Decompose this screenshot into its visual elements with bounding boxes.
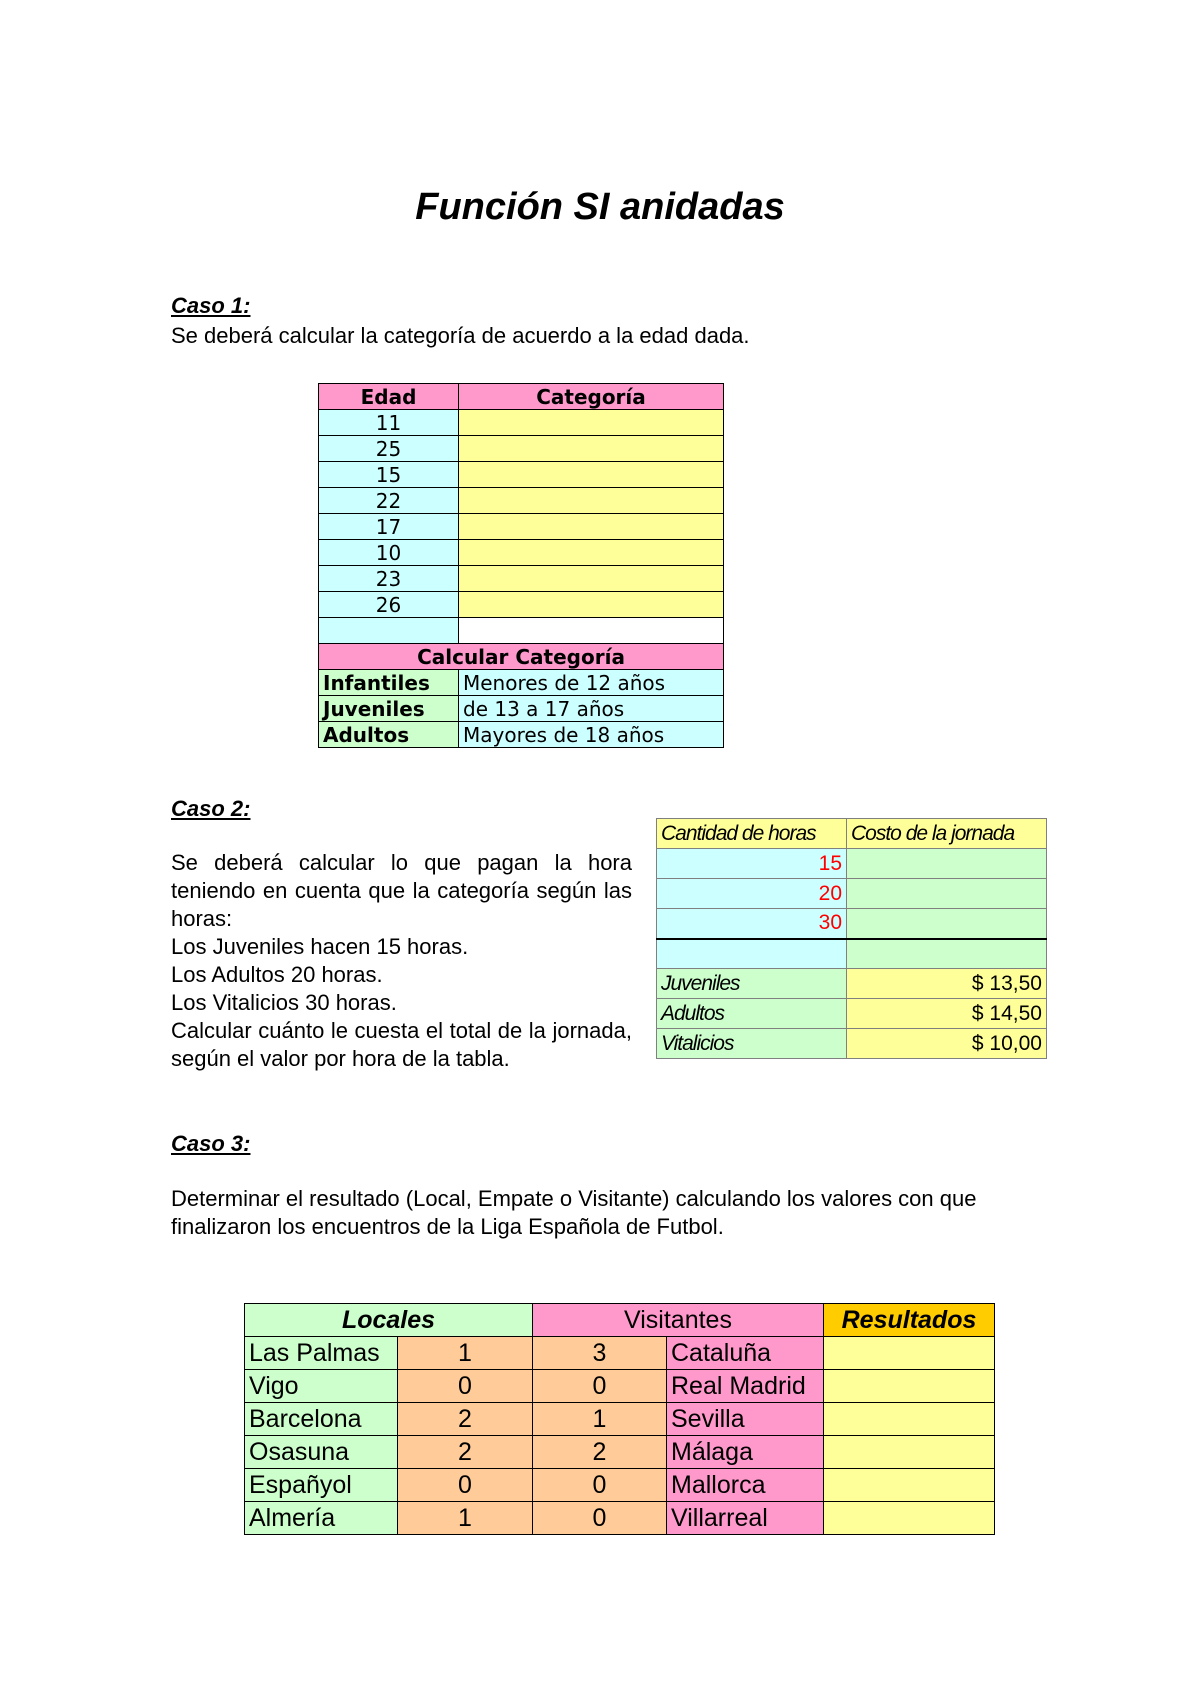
caso3-text: Determinar el resultado (Local, Empate o Visitante) calculando los valores con que finalizaron los encuentros de la Liga Española de Futbol.	[171, 1186, 977, 1239]
page-title: Función SI anidadas	[415, 186, 785, 228]
visitor-goals[interactable]: 3	[533, 1337, 667, 1370]
caso2-text: Se deberá calcular lo que pagan la hora teniendo en cuenta que la categoría según las horas:	[171, 850, 632, 931]
rule-value[interactable]: de 13 a 17 años	[459, 696, 724, 722]
rule-label[interactable]: Juveniles	[319, 696, 459, 722]
cost-cell[interactable]	[847, 909, 1047, 939]
header-edad: Edad	[319, 384, 459, 410]
blank-cell[interactable]	[847, 939, 1047, 969]
category-cell[interactable]	[459, 410, 724, 436]
rule-label[interactable]: Adultos	[319, 722, 459, 748]
visitor-goals[interactable]: 2	[533, 1436, 667, 1469]
caso2-line: Los Adultos 20 horas.	[171, 962, 383, 987]
rule-value[interactable]: Menores de 12 años	[459, 670, 724, 696]
local-team[interactable]: Barcelona	[245, 1403, 398, 1436]
caso2-heading: Caso 2:	[171, 796, 251, 821]
header-costo: Costo de la jornada	[847, 819, 1047, 849]
caso1-heading: Caso 1:	[171, 293, 251, 318]
category-cell[interactable]	[459, 514, 724, 540]
rate-value[interactable]: $ 10,00	[847, 1029, 1047, 1059]
visitor-team[interactable]: Villarreal	[667, 1502, 824, 1535]
local-goals[interactable]: 2	[398, 1403, 533, 1436]
category-cell[interactable]	[459, 540, 724, 566]
category-cell[interactable]	[459, 462, 724, 488]
hours-cost-table	[656, 818, 1047, 1059]
hours-cell[interactable]: 15	[657, 849, 847, 879]
age-cell[interactable]: 25	[319, 436, 459, 462]
rate-value[interactable]: $ 14,50	[847, 999, 1047, 1029]
visitor-goals[interactable]: 0	[533, 1370, 667, 1403]
result-cell[interactable]	[824, 1337, 995, 1370]
header-visitantes: Visitantes	[533, 1304, 824, 1337]
local-goals[interactable]: 1	[398, 1502, 533, 1535]
rate-value[interactable]: $ 13,50	[847, 969, 1047, 999]
local-team[interactable]: Vigo	[245, 1370, 398, 1403]
table-row	[245, 1403, 995, 1436]
age-cell[interactable]: 15	[319, 462, 459, 488]
visitor-team[interactable]: Málaga	[667, 1436, 824, 1469]
age-cell[interactable]: 26	[319, 592, 459, 618]
local-team[interactable]: Osasuna	[245, 1436, 398, 1469]
category-cell[interactable]	[459, 488, 724, 514]
age-cell[interactable]: 22	[319, 488, 459, 514]
blank-cell[interactable]	[459, 618, 724, 644]
cost-cell[interactable]	[847, 879, 1047, 909]
result-cell[interactable]	[824, 1370, 995, 1403]
league-results-table	[244, 1303, 995, 1535]
visitor-team[interactable]: Real Madrid	[667, 1370, 824, 1403]
table-row	[245, 1502, 995, 1535]
visitor-goals[interactable]: 0	[533, 1469, 667, 1502]
blank-cell[interactable]	[319, 618, 459, 644]
visitor-goals[interactable]: 1	[533, 1403, 667, 1436]
header-horas: Cantidad de horas	[657, 819, 847, 849]
header-locales: Locales	[245, 1304, 533, 1337]
table-row	[245, 1436, 995, 1469]
rate-label[interactable]: Juveniles	[657, 969, 847, 999]
cost-cell[interactable]	[847, 849, 1047, 879]
result-cell[interactable]	[824, 1469, 995, 1502]
visitor-team[interactable]: Sevilla	[667, 1403, 824, 1436]
age-cell[interactable]: 10	[319, 540, 459, 566]
table-row	[245, 1337, 995, 1370]
rate-label[interactable]: Vitalicios	[657, 1029, 847, 1059]
local-team[interactable]: Las Palmas	[245, 1337, 398, 1370]
local-goals[interactable]: 2	[398, 1436, 533, 1469]
age-cell[interactable]: 17	[319, 514, 459, 540]
hours-cell[interactable]: 30	[657, 909, 847, 939]
table-row	[245, 1370, 995, 1403]
rule-label[interactable]: Infantiles	[319, 670, 459, 696]
header-resultados: Resultados	[824, 1304, 995, 1337]
visitor-goals[interactable]: 0	[533, 1502, 667, 1535]
caso2-line: Los Vitalicios 30 horas.	[171, 990, 397, 1015]
category-cell[interactable]	[459, 566, 724, 592]
age-cell[interactable]: 23	[319, 566, 459, 592]
rate-label[interactable]: Adultos	[657, 999, 847, 1029]
caso2-line: Los Juveniles hacen 15 horas.	[171, 934, 469, 959]
local-goals[interactable]: 1	[398, 1337, 533, 1370]
result-cell[interactable]	[824, 1403, 995, 1436]
local-team[interactable]: Almería	[245, 1502, 398, 1535]
calc-category-header: Calcular Categoría	[319, 644, 724, 670]
result-cell[interactable]	[824, 1436, 995, 1469]
local-goals[interactable]: 0	[398, 1370, 533, 1403]
header-categoria: Categoría	[459, 384, 724, 410]
caso2-text2: Calcular cuánto le cuesta el total de la jornada, según el valor por hora de la tabla.	[171, 1018, 632, 1071]
rule-value[interactable]: Mayores de 18 años	[459, 722, 724, 748]
category-cell[interactable]	[459, 436, 724, 462]
age-cell[interactable]: 11	[319, 410, 459, 436]
result-cell[interactable]	[824, 1502, 995, 1535]
local-goals[interactable]: 0	[398, 1469, 533, 1502]
visitor-team[interactable]: Mallorca	[667, 1469, 824, 1502]
table-row	[245, 1469, 995, 1502]
age-category-table	[318, 383, 724, 748]
local-team[interactable]: Españyol	[245, 1469, 398, 1502]
caso1-text: Se deberá calcular la categoría de acuerdo a la edad dada.	[171, 323, 750, 348]
visitor-team[interactable]: Cataluña	[667, 1337, 824, 1370]
hours-cell[interactable]: 20	[657, 879, 847, 909]
blank-cell[interactable]	[657, 939, 847, 969]
caso2-body	[171, 849, 632, 1073]
category-cell[interactable]	[459, 592, 724, 618]
caso3-heading: Caso 3:	[171, 1131, 251, 1156]
